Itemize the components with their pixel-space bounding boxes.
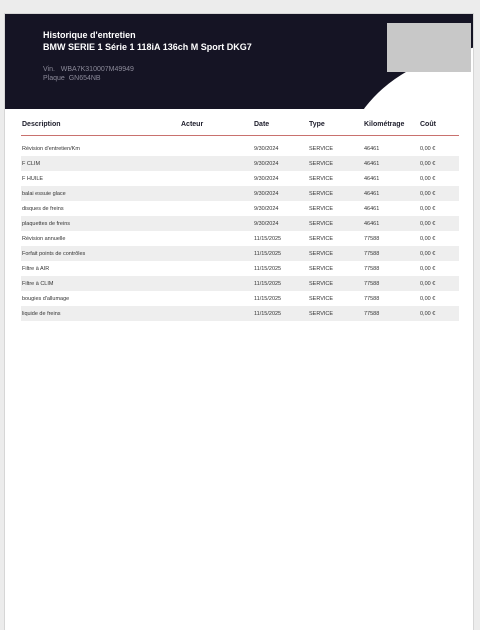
cell-description: F CLIM	[21, 156, 180, 171]
maintenance-table	[21, 113, 459, 321]
vin-value: WBA7K310007M49949	[60, 66, 134, 73]
cell-km: 77588	[363, 291, 419, 306]
cell-date: 9/30/2024	[253, 216, 308, 231]
cell-acteur	[180, 306, 253, 321]
table-row	[21, 156, 459, 171]
cell-description: F HUILE	[21, 171, 180, 186]
cell-date: 11/15/2025	[253, 276, 308, 291]
cell-acteur	[180, 141, 253, 156]
column-header-type: Type	[308, 113, 363, 136]
cell-date: 11/15/2025	[253, 246, 308, 261]
column-header-cout: Coût	[419, 113, 459, 136]
table-row	[21, 216, 459, 231]
report-header	[5, 14, 474, 109]
table-row	[21, 171, 459, 186]
cell-km: 46461	[363, 201, 419, 216]
cell-acteur	[180, 246, 253, 261]
cell-type: SERVICE	[308, 276, 363, 291]
cell-description: disques de freins	[21, 201, 180, 216]
cell-type: SERVICE	[308, 201, 363, 216]
brand-logo-placeholder	[387, 23, 471, 72]
cell-acteur	[180, 261, 253, 276]
cell-acteur	[180, 276, 253, 291]
cell-type: SERVICE	[308, 246, 363, 261]
cell-type: SERVICE	[308, 216, 363, 231]
column-header-acteur: Acteur	[180, 113, 253, 136]
cell-cout: 0,00 €	[419, 291, 459, 306]
cell-description: liquide de freins	[21, 306, 180, 321]
cell-km: 77588	[363, 306, 419, 321]
cell-description: plaquettes de freins	[21, 216, 180, 231]
cell-cout: 0,00 €	[419, 171, 459, 186]
table-row	[21, 186, 459, 201]
table-row	[21, 291, 459, 306]
cell-km: 77588	[363, 246, 419, 261]
cell-type: SERVICE	[308, 231, 363, 246]
table-row	[21, 246, 459, 261]
cell-date: 11/15/2025	[253, 291, 308, 306]
cell-description: balai essuie glace	[21, 186, 180, 201]
cell-km: 46461	[363, 171, 419, 186]
cell-date: 9/30/2024	[253, 141, 308, 156]
cell-type: SERVICE	[308, 291, 363, 306]
column-header-date: Date	[253, 113, 308, 136]
plate-line	[43, 74, 101, 83]
table-row	[21, 141, 459, 156]
cell-acteur	[180, 171, 253, 186]
cell-description: Filtre à CLIM	[21, 276, 180, 291]
cell-description: Révision d'entretien/Km	[21, 141, 180, 156]
cell-date: 11/15/2025	[253, 231, 308, 246]
vin-line	[43, 65, 134, 74]
cell-type: SERVICE	[308, 261, 363, 276]
cell-type: SERVICE	[308, 306, 363, 321]
table-row	[21, 231, 459, 246]
cell-cout: 0,00 €	[419, 186, 459, 201]
cell-cout: 0,00 €	[419, 231, 459, 246]
cell-cout: 0,00 €	[419, 276, 459, 291]
cell-type: SERVICE	[308, 171, 363, 186]
cell-acteur	[180, 231, 253, 246]
cell-acteur	[180, 186, 253, 201]
cell-type: SERVICE	[308, 141, 363, 156]
cell-km: 46461	[363, 141, 419, 156]
cell-km: 77588	[363, 231, 419, 246]
cell-description: Forfait points de contrôles	[21, 246, 180, 261]
cell-cout: 0,00 €	[419, 306, 459, 321]
cell-type: SERVICE	[308, 186, 363, 201]
cell-km: 46461	[363, 186, 419, 201]
document-page	[4, 13, 474, 630]
cell-date: 9/30/2024	[253, 201, 308, 216]
cell-km: 77588	[363, 261, 419, 276]
cell-km: 77588	[363, 276, 419, 291]
column-header-description: Description	[21, 113, 180, 136]
cell-acteur	[180, 156, 253, 171]
table-row	[21, 201, 459, 216]
plate-label: Plaque	[43, 75, 65, 82]
cell-description: bougies d'allumage	[21, 291, 180, 306]
table-row	[21, 306, 459, 321]
cell-date: 9/30/2024	[253, 171, 308, 186]
cell-acteur	[180, 216, 253, 231]
cell-date: 9/30/2024	[253, 186, 308, 201]
report-title: Historique d'entretien	[43, 30, 136, 40]
cell-acteur	[180, 291, 253, 306]
column-header-kilometrage: Kilométrage	[363, 113, 419, 136]
cell-cout: 0,00 €	[419, 246, 459, 261]
table-header-row	[21, 113, 459, 136]
cell-date: 9/30/2024	[253, 156, 308, 171]
vehicle-name: BMW SERIE 1 Série 1 118iA 136ch M Sport DKG7	[43, 42, 252, 52]
cell-description: Révision annuelle	[21, 231, 180, 246]
cell-cout: 0,00 €	[419, 141, 459, 156]
table-row	[21, 261, 459, 276]
cell-cout: 0,00 €	[419, 201, 459, 216]
cell-cout: 0,00 €	[419, 261, 459, 276]
plate-value: GN654NB	[68, 75, 101, 82]
cell-cout: 0,00 €	[419, 216, 459, 231]
vin-label: Vin.	[43, 66, 55, 73]
cell-description: Filtre à AIR	[21, 261, 180, 276]
cell-acteur	[180, 201, 253, 216]
cell-km: 46461	[363, 216, 419, 231]
table-row	[21, 276, 459, 291]
cell-date: 11/15/2025	[253, 306, 308, 321]
cell-km: 46461	[363, 156, 419, 171]
cell-date: 11/15/2025	[253, 261, 308, 276]
cell-type: SERVICE	[308, 156, 363, 171]
cell-cout: 0,00 €	[419, 156, 459, 171]
